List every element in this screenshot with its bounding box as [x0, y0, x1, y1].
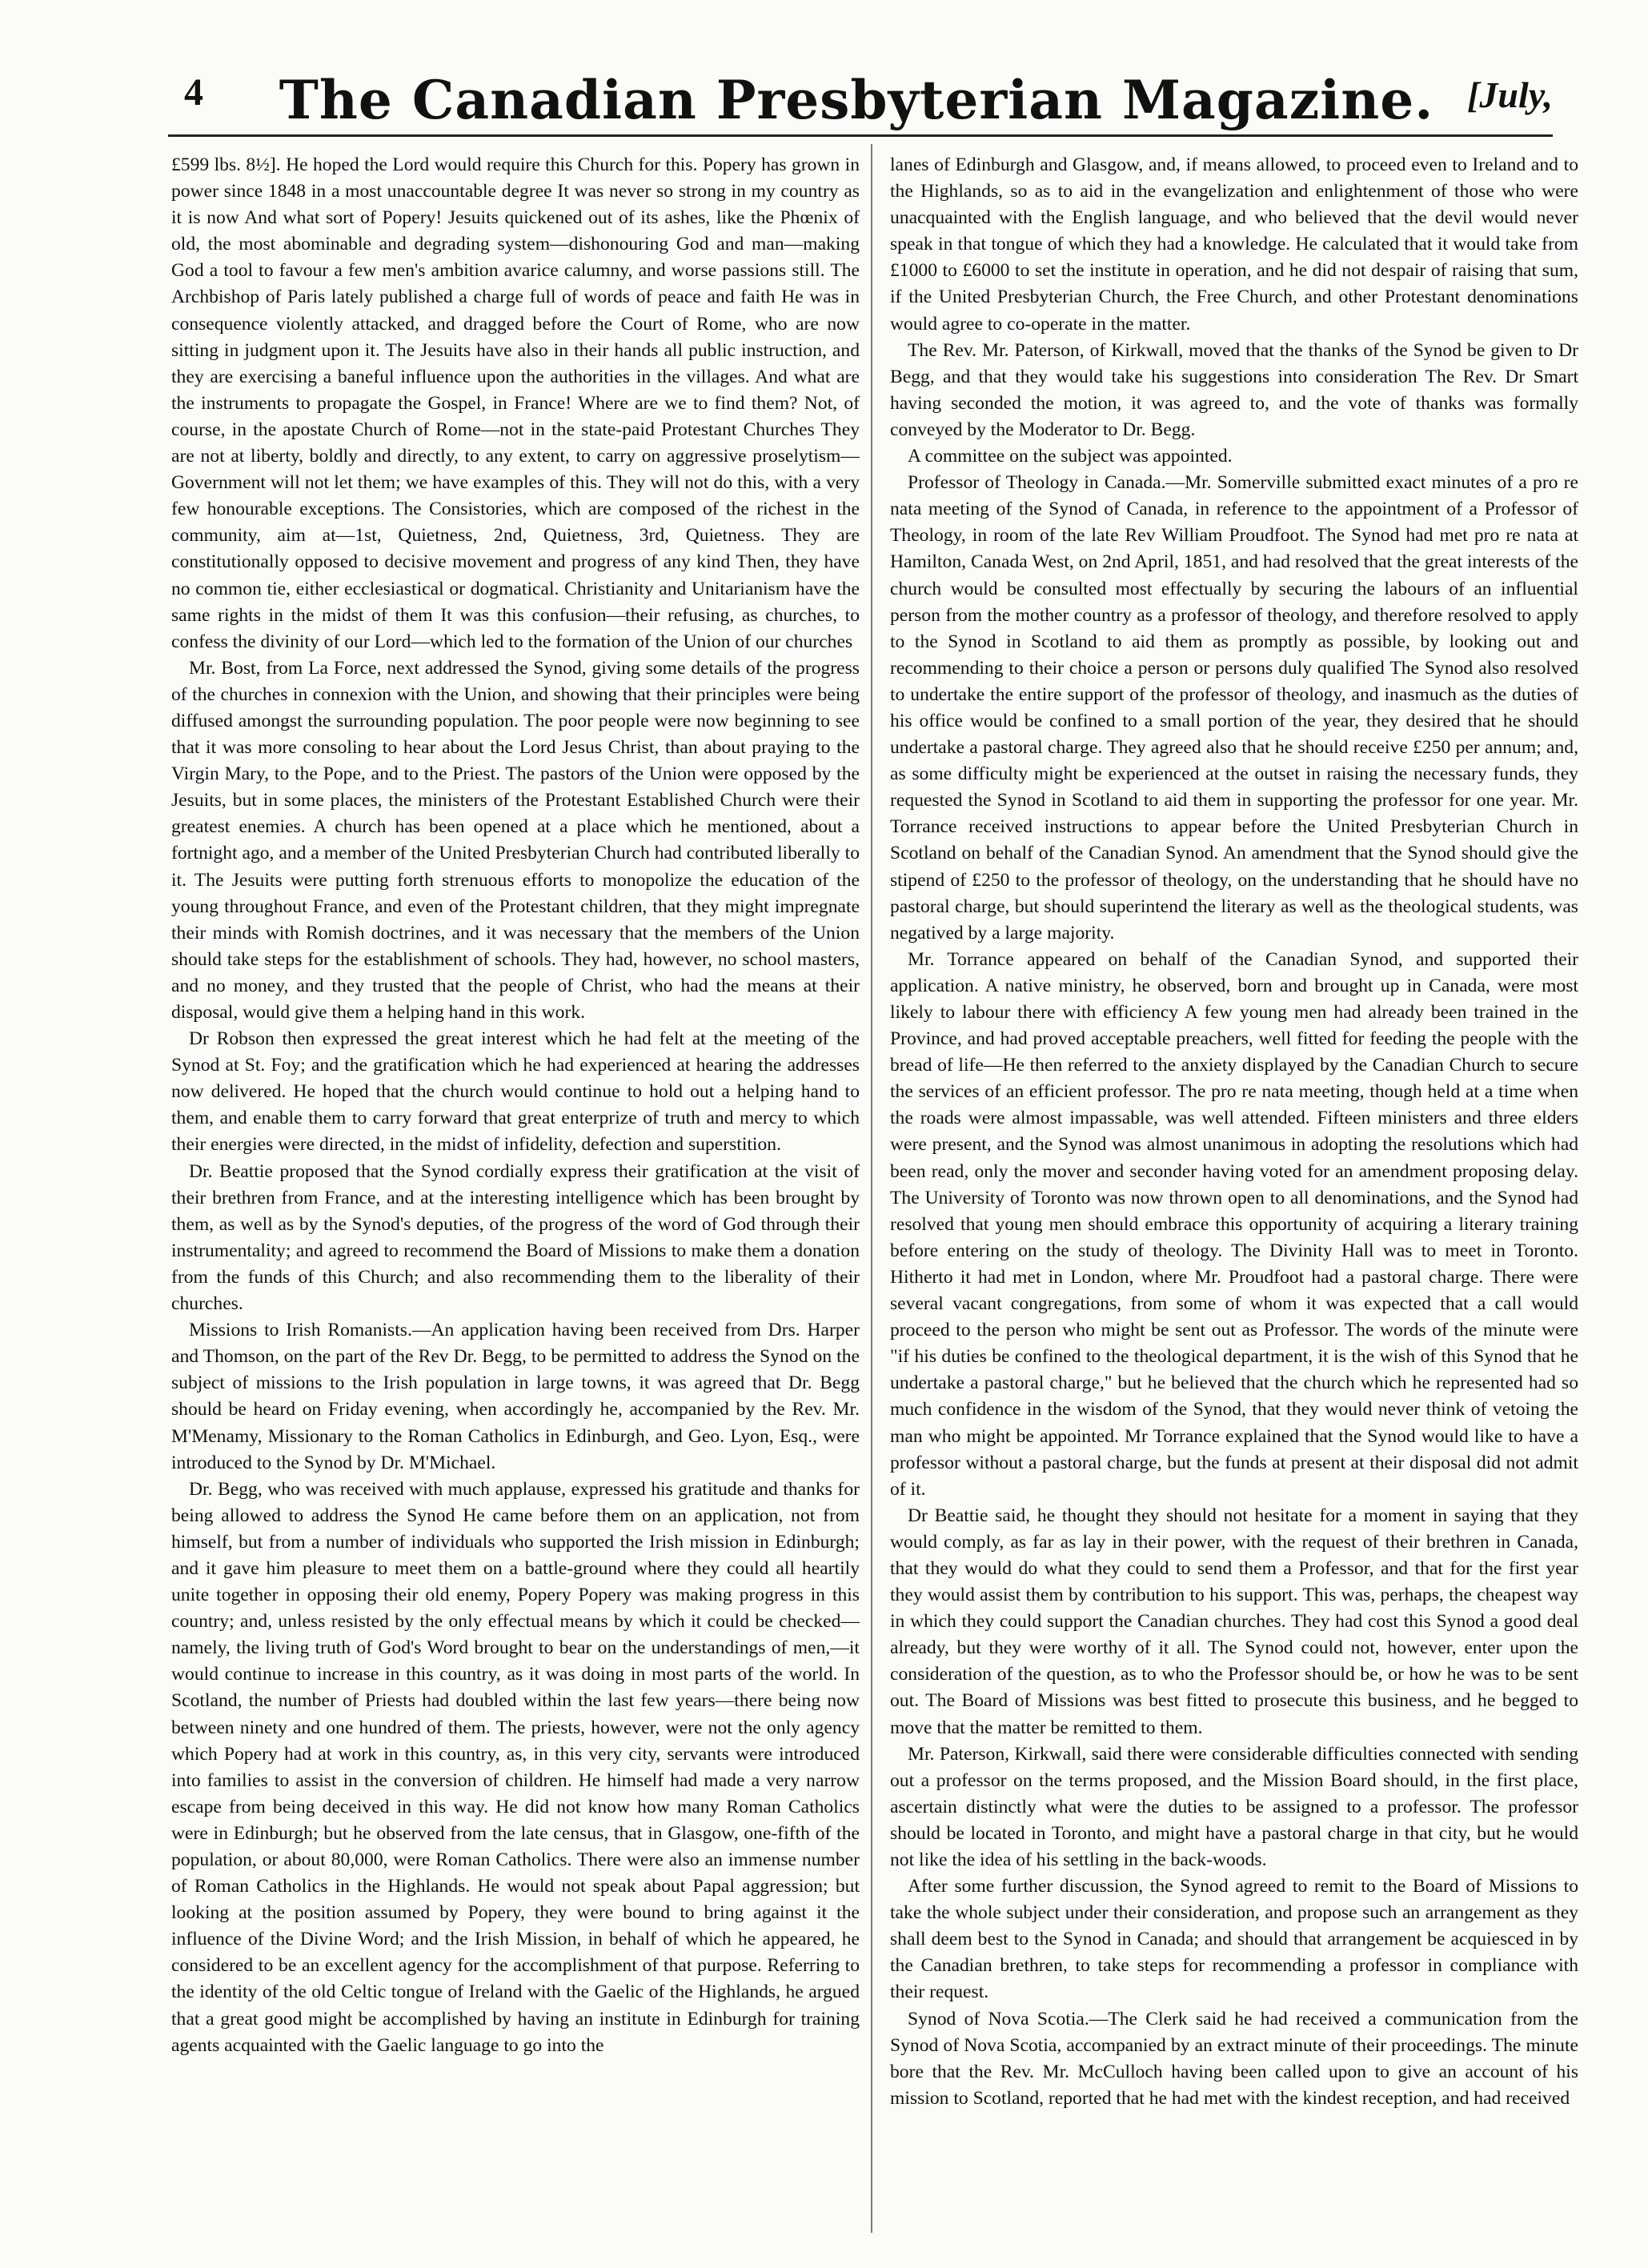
column-divider	[871, 144, 872, 2233]
paragraph: Dr. Beattie proposed that the Synod cordially express their gratification at the visit of their brethren from France, and at the interesting intelligence which has been brought by them, as well as by the Synod's deputies, of the progress of the word of God through their instrumentality; and agreed to recommend the Board of Missions to make them a donation from the funds of this Church; and also recommending them to the liberality of their churches.	[171, 1160, 860, 1315]
left-column	[171, 152, 860, 2201]
paragraph: Dr Beattie said, he thought they should not hesitate for a moment in saying that they would comply, as far as lay in their power, with the request of their brethren in Canada, that they would do what they could to send them a Professor, and that for the first year they would assist them by contribution to his support. This was, perhaps, the cheapest way in which they could support the Canadian churches. They had cost this Synod a good deal already, but they were worthy of it all. The Synod could not, however, enter upon the consideration of the question, as to who the Professor should be, or how he was to be sent out. The Board of Missions was best fitted to prosecute this business, and he begged to move that the matter be remitted to them.	[890, 1505, 1578, 1738]
paragraph: Synod of Nova Scotia.—The Clerk said he had received a communication from the Synod of Nova Scotia, accompanied by an extract minute of their proceedings. The minute bore that the Rev. Mr. McCulloch having been called upon to give an account of his mission to Scotland, reported that he had met with the kindest reception, and had received	[890, 2008, 1578, 2109]
paragraph: £599 lbs. 8½]. He hoped the Lord would require this Church for this. Popery has grown in power since 1848 in a most unaccountable degree It was never so strong in my country as it is now And what sort of Popery! Jesuits quickened out of its ashes, like the Phœnix of old, the most abominable and degrading system—dishonouring God and man—making God a tool to favour a few men's ambition avarice calumny, and worse passions still. The Archbishop of Paris lately published a charge full of words of peace and faith He was in consequence violently attacked, and dragged before the Court of Rome, who are now sitting in judgment upon it. The Jesuits have also in their hands all public instruction, and they are exercising a baneful influence upon the authorities in the villages. And what are the instruments to propagate the Gospel, in France! Where are we to find them? Not, of course, in the apostate Church of Rome—not in the state-paid Protestant Churches They are not at liberty, boldly and directly, to any extent, to carry on aggressive proselytism—Government will not let them; we have examples of this. They will not do this, with a very few honourable exceptions. The Consistories, which are composed of the richest in the community, aim at—1st, Quietness, 2nd, Quietness, 3rd, Quietness. They are constitutionally opposed to decisive movement and progress of any kind Then, they have no common tie, either ecclesiastical or dogmatical. Christianity and Unitarianism have the same rights in the midst of them It was this confusion—their refusing, as churches, to confess the divinity of our Lord—which led to the formation of the Union of our churches	[171, 154, 860, 652]
paragraph: Mr. Bost, from La Force, next addressed the Synod, giving some details of the progress of the churches in connexion with the Union, and showing that their principles were being diffused amongst the surrounding population. The poor people were now beginning to see that it was more consoling to hear about the Lord Jesus Christ, than about praying to the Virgin Mary, to the Pope, and to the Priest. The pastors of the Union were opposed by the Jesuits, but in some places, the ministers of the Protestant Established Church were their greatest enemies. A church has been opened at a place which he mentioned, about a fortnight ago, and a member of the United Presbyterian Church had contributed liberally to it. The Jesuits were putting forth strenuous efforts to monopolize the education of the young throughout France, and even of the Protestant children, that they might impregnate their minds with Romish doctrines, and it was necessary that the members of the Union should take steps for the establishment of schools. They had, however, no school masters, and no money, and they trusted that the people of Christ, who had the means at their disposal, would give them a helping hand in this work.	[171, 657, 860, 1023]
magazine-title: The Canadian Presbyterian Magazine.	[279, 69, 1434, 131]
header-rule	[168, 134, 1553, 137]
paragraph: Dr. Begg, who was received with much applause, expressed his gratitude and thanks for being allowed to address the Synod He came before them on an application, not from himself, but from a number of individuals who supported the Irish mission in Edinburgh; and it gave him pleasure to meet them on a battle-ground where they could all heartily unite together in opposing their old enemy, Popery Popery was making progress in this country; and, unless resisted by the only effectual means by which it could be checked—namely, the living truth of God's Word brought to bear on the understandings of men,—it would continue to increase in this country, as it was doing in most parts of the world. In Scotland, the number of Priests had doubled within the last few years—there being now between ninety and one hundred of them. The priests, however, were not the only agency which Popery had at work in this country, as, in this very city, servants were introduced into families to assist in the conversion of children. He himself had made a very narrow escape from being deceived in this way. He did not know how many Roman Catholics were in Edinburgh; but he observed from the late census, that in Glasgow, one-fifth of the population, or about 80,000, were Roman Catholics. There were also an immense number of Roman Catholics in the Highlands. He would not speak about Papal aggression; but looking at the position assumed by Popery, they were bound to bring against it the influence of the Divine Word; and the Irish Mission, in behalf of which he appeared, he considered to be an excellent agency for the accomplishment of that purpose. Referring to the identity of the old Celtic tongue of Ireland with the Gaelic of the Highlands, he argued that a great good might be accomplished by having an institute in Edinburgh for training agents acquainted with the Gaelic language to go into the	[171, 1478, 860, 2056]
paragraph: The Rev. Mr. Paterson, of Kirkwall, moved that the thanks of the Synod be given to Dr Begg, and that they would take his suggestions into consideration The Rev. Dr Smart having seconded the motion, it was agreed to, and the vote of thanks was formally conveyed by the Moderator to Dr. Begg.	[890, 339, 1578, 440]
paragraph: lanes of Edinburgh and Glasgow, and, if means allowed, to proceed even to Ireland and to the Highlands, so as to aid in the evangelization and enlightenment of those who were unacquainted with the English language, and who believed that the devil would never speak in that tongue of which they had a knowledge. He calculated that it would take from £1000 to £6000 to set the institute in operation, and he did not despair of raising that sum, if the United Presbyterian Church, the Free Church, and other Protestant denominations would agree to co-operate in the matter.	[890, 154, 1578, 335]
paragraph: Professor of Theology in Canada.—Mr. Somerville submitted exact minutes of a pro re nata meeting of the Synod of Canada, in reference to the appointment of a Professor of Theology, in room of the late Rev William Proudfoot. The Synod had met pro re nata at Hamilton, Canada West, on 2nd April, 1851, and had resolved that the great interests of the church would be consulted most effectually by securing the labours of an influential person from the mother country as a professor of theology, and therefore resolved to apply to the Synod in Scotland to aid them as promptly as possible, by looking out and recommending to their choice a person or persons duly qualified The Synod also resolved to undertake the entire support of the professor of theology, and inasmuch as the duties of his office would be confined to a small portion of the year, they desired that he should undertake a pastoral charge. They agreed also that he should receive £250 per annum; and, as some difficulty might be experienced at the outset in raising the necessary funds, they requested the Synod in Scotland to aid them in supporting the professor for one year. Mr. Torrance received instructions to appear before the United Presbyterian Church in Scotland on behalf of the Canadian Synod. An amendment that the Synod should give the stipend of £250 to the professor of theology, on the understanding that he should have no pastoral charge, but should superintend the literary as well as the theological students, was negatived by a large majority.	[890, 472, 1578, 944]
paragraph: After some further discussion, the Synod agreed to remit to the Board of Missions to take the whole subject under their consideration, and propose such an arrangement as they shall deem best to the Synod in Canada; and should that arrangement be acquiesced in by the Canadian brethren, to take steps for recommending a professor in compliance with their request.	[890, 1876, 1578, 2003]
issue-month: [July,	[1467, 74, 1553, 115]
paragraph: A committee on the subject was appointed.	[908, 446, 1233, 467]
page-header	[160, 69, 1553, 133]
paragraph: Mr. Paterson, Kirkwall, said there were considerable difficulties connected with sending out a professor on the terms proposed, and the Mission Board should, in the first place, ascertain distinctly what were the duties to be assigned to a professor. The professor should be located in Toronto, and might have a pastoral charge in that city, but he would not like the idea of his settling in the back-woods.	[890, 1743, 1578, 1870]
paragraph: Dr Robson then expressed the great interest which he had felt at the meeting of the Synod at St. Foy; and the gratification which he had experienced at hearing the addresses now delivered. He hoped that the church would continue to hold out a helping hand to them, and enable them to carry forward that great enterprize of truth and mercy to which their energies were directed, in the midst of infidelity, defection and superstition.	[171, 1028, 860, 1156]
right-column	[890, 152, 1578, 2201]
page-number: 4	[184, 71, 203, 114]
paragraph: Missions to Irish Romanists.—An application having been received from Drs. Harper and Thomson, on the part of the Rev Dr. Begg, to be permitted to address the Synod on the subject of missions to the Irish population in large towns, it was agreed that Dr. Begg should be heard on Friday evening, when accordingly he, accompanied by the Rev. Mr. M'Menamy, Missionary to the Roman Catholics in Edinburgh, and Geo. Lyon, Esq., were introduced to the Synod by Dr. M'Michael.	[171, 1320, 860, 1473]
paragraph: Mr. Torrance appeared on behalf of the Canadian Synod, and supported their application. A native ministry, he observed, born and brought up in Canada, were most likely to labour there with efficiency A few young men had already been trained in the Province, and had proved acceptable preachers, well fitted for feeding the people with the bread of life—He then referred to the anxiety displayed by the Canadian Church to secure the services of an efficient professor. The pro re nata meeting, though held at a time when the roads were almost impassable, was well attended. Fifteen ministers and three elders were present, and the Synod was almost unanimous in adopting the resolutions which had been read, only the mover and seconder having voted for an amendment proposing delay. The University of Toronto was now thrown open to all denominations, and the Synod had resolved that young men should embrace this opportunity of acquiring a literary training before entering on the study of theology. The Divinity Hall was to meet in Toronto. Hitherto it had met in London, where Mr. Proudfoot had a pastoral charge. There were several vacant congregations, from some of whom it was expected that a call would proceed to the person who might be sent out as Professor. The words of the minute were "if his duties be confined to the theological department, it is the wish of this Synod that he undertake a pastoral charge," but he believed that the church which he represented had so much confidence in the wisdom of the Synod, that they would never think of vetoing the man who might be appointed. Mr Torrance explained that the Synod would like to have a professor without a pastoral charge, but the funds at present at their disposal did not admit of it.	[890, 948, 1578, 1500]
